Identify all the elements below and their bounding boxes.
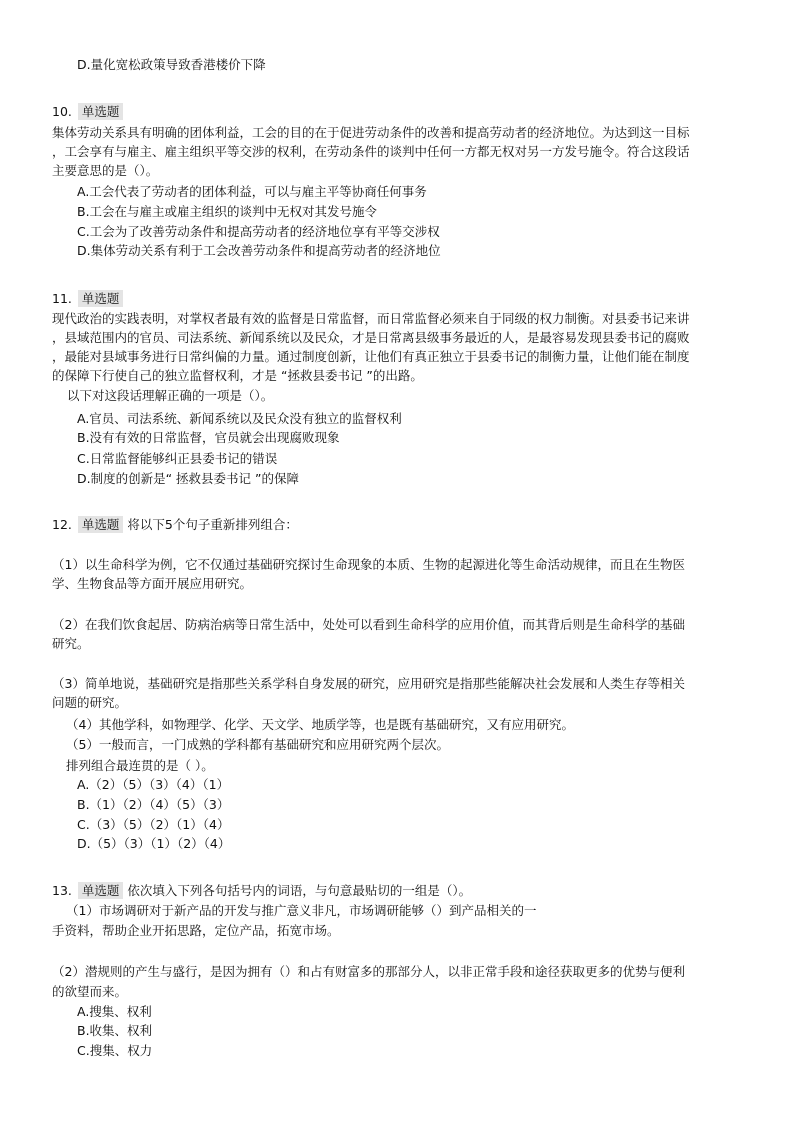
- q11-stem-line: ，县域范围内的官员、司法系统、新闻系统以及民众，才是日常离县级事务最近的人，是最容易发现县委书记的腐败: [52, 330, 690, 345]
- q12-intro: 将以下5个句子重新排列组合：: [127, 517, 298, 532]
- q12-option-c[interactable]: C.（3）（5）（2）（1）（4）: [77, 817, 230, 832]
- q13-sentence-1-cont: 手资料，帮助企业开拓思路，定位产品，拓宽市场。: [52, 923, 340, 938]
- q12-sentence-2-cont: 研究。: [52, 636, 90, 651]
- q10-stem-line: 集体劳动关系具有明确的团体利益，工会的目的在于促进劳动条件的改善和提高劳动者的经济地位。为达到这一目标: [52, 125, 690, 140]
- q12-sentence-2: （2）在我们饮食起居、防病治病等日常生活中，处处可以看到生命科学的应用价值，而其背后则是生命科学的基础: [52, 617, 685, 632]
- q11-option-d[interactable]: D.制度的创新是“ 拯救县委书记 ”的保障: [77, 471, 299, 486]
- q11-option-b[interactable]: B.没有有效的日常监督，官员就会出现腐败现象: [77, 430, 340, 445]
- q13-sentence-1: （1）市场调研对于新产品的开发与推广意义非凡，市场调研能够（）到产品相关的一: [66, 903, 537, 918]
- q12-sentence-1-cont: 学、生物食品等方面开展应用研究。: [52, 576, 253, 591]
- q12-sentence-3-cont: 问题的研究。: [52, 695, 128, 710]
- q10-option-b[interactable]: B.工会在与雇主或雇主组织的谈判中无权对其发号施令: [77, 204, 378, 219]
- q11-stem-line: ，最能对县域事务进行日常纠偏的力量。通过制度创新，让他们有真正独立于县委书记的制衡力量，让他们能在制度: [52, 349, 690, 364]
- q13-sentence-2: （2）潜规则的产生与盛行，是因为拥有（）和占有财富多的那部分人，以非正常手段和途径获取更多的优势与便利: [52, 964, 685, 979]
- q11-option-a[interactable]: A.官员、司法系统、新闻系统以及民众没有独立的监督权利: [77, 411, 402, 426]
- q13-intro: 依次填入下列各句括号内的词语，与句意最贴切的一组是（）。: [127, 883, 472, 898]
- q12-number: 12.: [52, 517, 72, 532]
- q13-type-tag: 单选题: [78, 882, 124, 899]
- q11-type-tag: 单选题: [78, 290, 124, 307]
- q11-question: 以下对这段话理解正确的一项是（）。: [67, 388, 274, 403]
- q12-sentence-3: （3）简单地说，基础研究是指那些关系学科自身发展的研究，应用研究是指那些能解决社会发展和人类生存等相关: [52, 676, 685, 691]
- q11-option-c[interactable]: C.日常监督能够纠正县委书记的错误: [77, 451, 278, 466]
- q12-option-a[interactable]: A.（2）（5）（3）（4）（1）: [77, 777, 230, 792]
- q12-option-b[interactable]: B.（1）（2）（4）（5）（3）: [77, 797, 230, 812]
- q12-option-d[interactable]: D.（5）（3）（1）（2）（4）: [77, 836, 231, 851]
- q13-option-b[interactable]: B.收集、权利: [77, 1023, 153, 1038]
- q10-option-a[interactable]: A.工会代表了劳动者的团体利益，可以与雇主平等协商任何事务: [77, 184, 427, 199]
- q13-sentence-2-cont: 的欲望而来。: [52, 984, 128, 999]
- q10-option-c[interactable]: C.工会为了改善劳动条件和提高劳动者的经济地位享有平等交涉权: [77, 224, 440, 239]
- q13-number: 13.: [52, 883, 72, 898]
- q10-option-d[interactable]: D.集体劳动关系有利于工会改善劳动条件和提高劳动者的经济地位: [77, 243, 441, 258]
- q12-question: 排列组合最连贯的是（ ）。: [66, 758, 214, 773]
- q12-sentence-5: （5）一般而言，一门成熟的学科都有基础研究和应用研究两个层次。: [66, 737, 449, 752]
- q13-header: [52, 882, 471, 900]
- q11-number: 11.: [52, 291, 72, 306]
- q12-header: [52, 516, 298, 534]
- q10-stem-line: 主要意思的是（）。: [52, 163, 159, 178]
- q12-type-tag: 单选题: [78, 516, 124, 533]
- q13-option-c[interactable]: C.搜集、权力: [77, 1043, 153, 1058]
- q13-option-a[interactable]: A.搜集、权利: [77, 1004, 152, 1019]
- q9-option-d: D.量化宽松政策导致香港楼价下降: [77, 57, 266, 72]
- q10-number: 10.: [52, 104, 72, 119]
- q10-type-tag: 单选题: [78, 103, 124, 120]
- q12-sentence-1: （1）以生命科学为例，它不仅通过基础研究探讨生命现象的本质、生物的起源进化等生命活动规律，而且在生物医: [52, 557, 685, 572]
- q11-stem-line: 的保障下行使自己的独立监督权利，才是 “拯救县委书记 ”的出路。: [52, 368, 423, 383]
- q12-sentence-4: （4）其他学科，如物理学、化学、天文学、地质学等，也是既有基础研究，又有应用研究。: [66, 717, 574, 732]
- q11-header: [52, 290, 127, 308]
- q11-stem-line: 现代政治的实践表明，对掌权者最有效的监督是日常监督，而日常监督必须来自于同级的权力制衡。对县委书记来讲: [52, 311, 690, 326]
- q10-header: [52, 103, 127, 121]
- q10-stem-line: ，工会享有与雇主、雇主组织平等交涉的权利，在劳动条件的谈判中任何一方都无权对另一方发号施令。符合这段话: [52, 144, 690, 159]
